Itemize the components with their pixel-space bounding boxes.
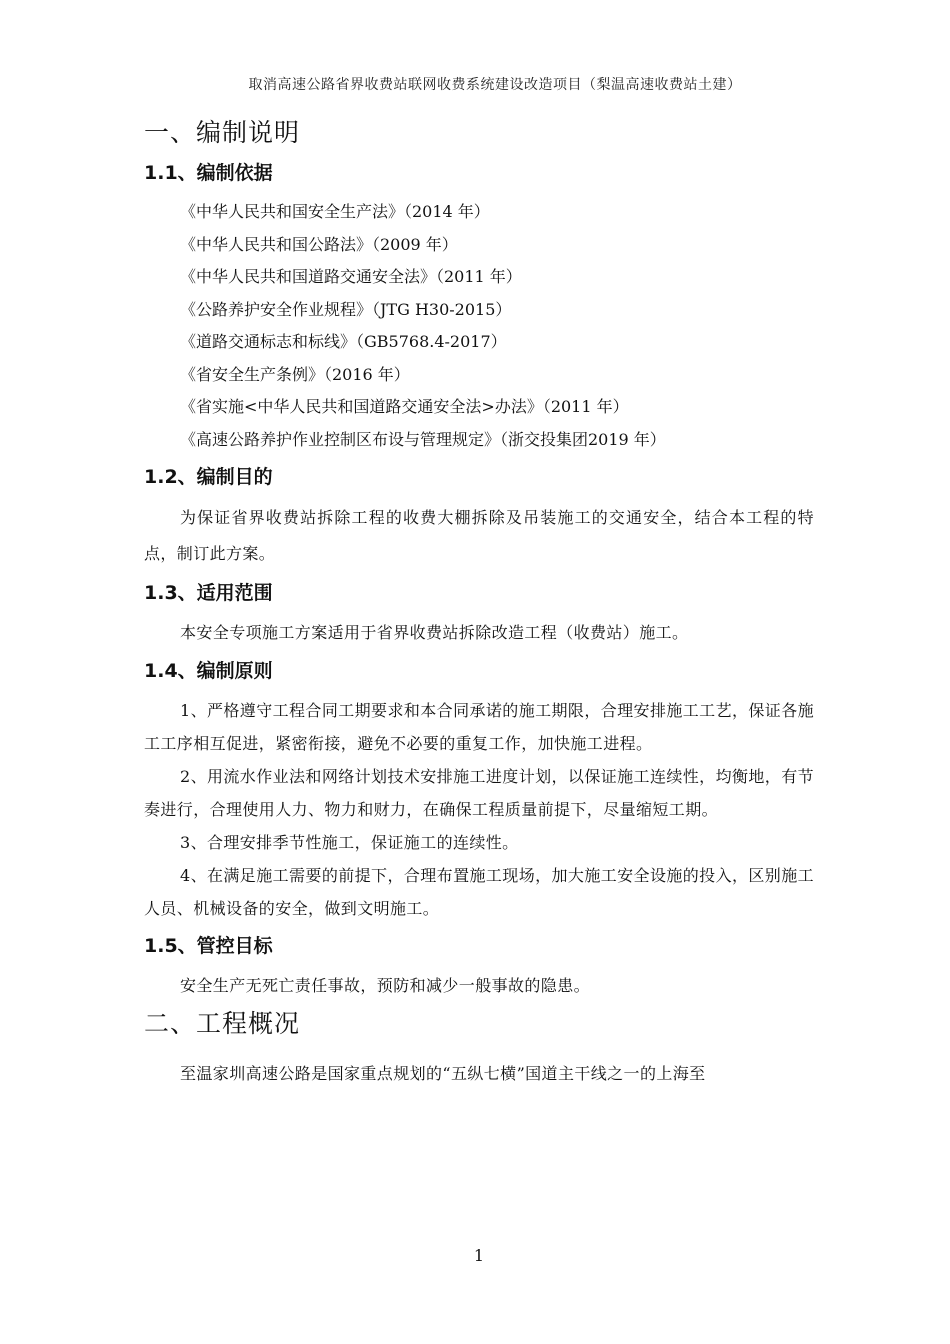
page-number: 1 bbox=[473, 1246, 485, 1265]
target-paragraph: 安全生产无死亡责任事故，预防和减少一般事故的隐患。 bbox=[180, 976, 591, 995]
principle-item: 3、合理安排季节性施工，保证施工的连续性。 bbox=[180, 833, 519, 852]
overview-paragraph: 至温家圳高速公路是国家重点规划的“五纵七横”国道主干线之一的上海至 bbox=[180, 1064, 706, 1083]
heading-1-2: 1.2、编制目的 bbox=[144, 466, 273, 488]
section-2-title: 二、工程概况 bbox=[144, 1009, 301, 1038]
running-header: 取消高速公路省界收费站联网收费系统建设改造项目（梨温高速收费站土建） bbox=[248, 77, 742, 93]
purpose-paragraph: 为保证省界收费站拆除工程的收费大棚拆除及吊装施工的交通安全，结合本工程的特点，制订此方案。 bbox=[144, 508, 814, 563]
reference-list bbox=[144, 196, 814, 456]
reference-item: 《省实施<中华人民共和国道路交通安全法>办法》（2011 年） bbox=[180, 397, 629, 416]
principle-item: 4、在满足施工需要的前提下，合理布置施工现场，加大施工安全设施的投入，区别施工人员、机械设备的安全，做到文明施工。 bbox=[144, 866, 814, 918]
reference-item: 《省安全生产条例》（2016 年） bbox=[180, 364, 410, 384]
reference-item: 《中华人民共和国道路交通安全法》（2011 年） bbox=[180, 267, 522, 286]
heading-1-3: 1.3、适用范围 bbox=[144, 582, 273, 604]
scope-paragraph: 本安全专项施工方案适用于省界收费站拆除改造工程（收费站）施工。 bbox=[180, 623, 689, 642]
reference-item: 《公路养护安全作业规程》（JTG H30-2015） bbox=[180, 299, 512, 319]
reference-item: 《中华人民共和国公路法》（2009 年） bbox=[180, 234, 458, 254]
document-body bbox=[144, 116, 814, 1091]
principle-item: 2、用流水作业法和网络计划技术安排施工进度计划，以保证施工连续性，均衡地，有节奏进行，合理使用人力、物力和财力，在确保工程质量前提下，尽量缩短工期。 bbox=[144, 767, 814, 819]
reference-item: 《高速公路养护作业控制区布设与管理规定》（浙交投集团2019 年） bbox=[180, 429, 666, 449]
reference-item: 《道路交通标志和标线》（GB5768.4-2017） bbox=[180, 332, 507, 351]
principles-list bbox=[144, 694, 814, 925]
heading-1-5: 1.5、管控目标 bbox=[144, 935, 273, 957]
reference-item: 《中华人民共和国安全生产法》（2014 年） bbox=[180, 202, 490, 221]
heading-1-4: 1.4、编制原则 bbox=[144, 660, 273, 682]
section-1-title: 一、编制说明 bbox=[144, 118, 301, 147]
heading-1-1: 1.1、编制依据 bbox=[144, 162, 273, 184]
principle-item: 1、严格遵守工程合同工期要求和本合同承诺的施工期限，合理安排施工工艺，保证各施工工序相互促进，紧密衔接，避免不必要的重复工作，加快施工进程。 bbox=[144, 701, 814, 753]
